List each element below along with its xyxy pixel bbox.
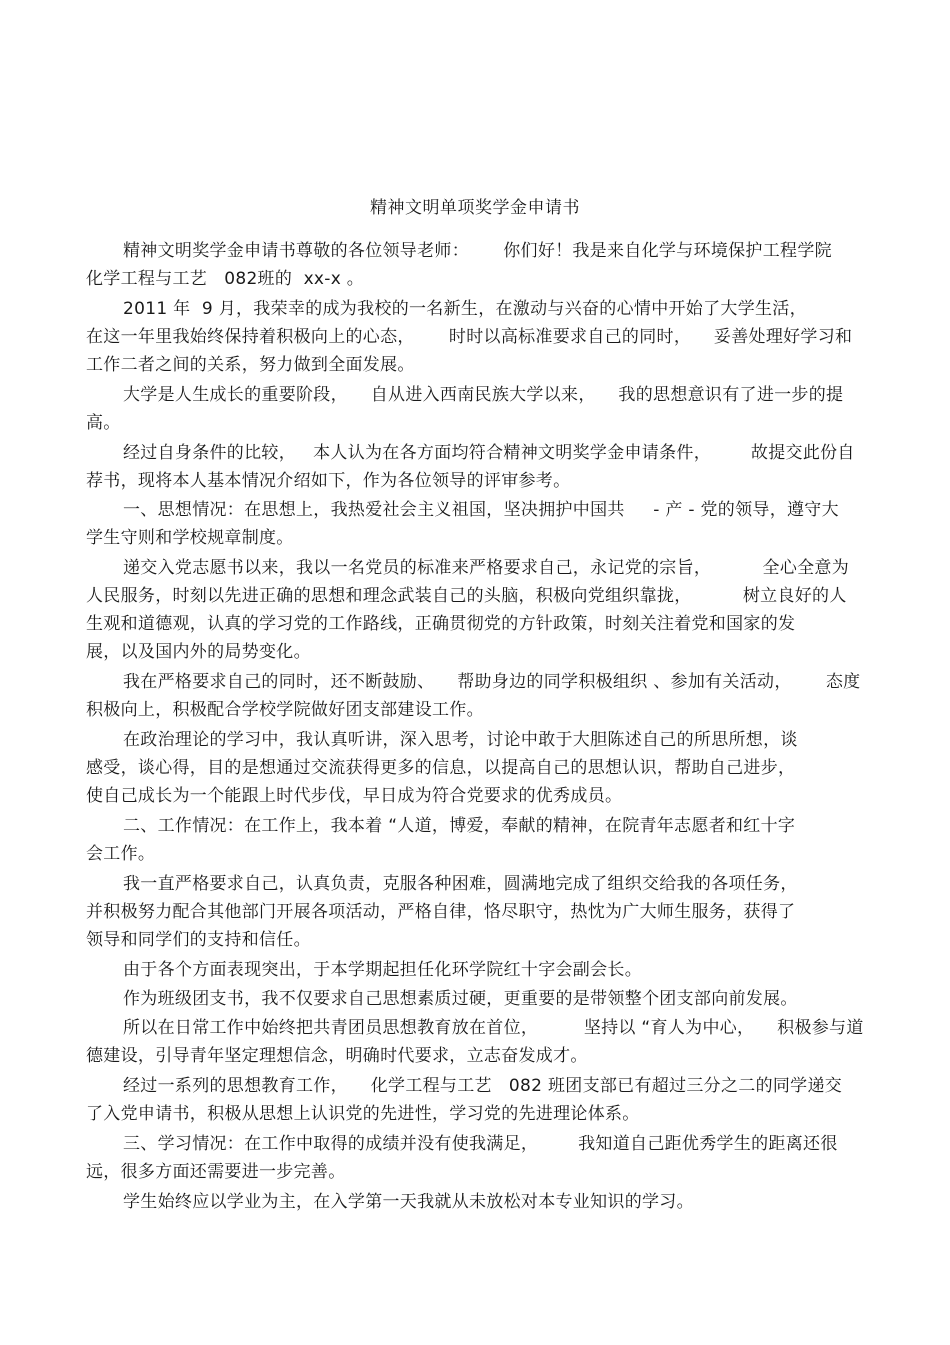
text-line: 人民服务，时刻以先进正确的思想和理念武装自己的头脑，积极向党组织靠拢， 树立良好的人 <box>86 586 847 606</box>
text-line: 一、思想情况：在思想上，我热爱社会主义祖国，坚决拥护中国共 - 产 - 党的领导，遵守大 <box>123 500 839 520</box>
text-line: 作为班级团支书，我不仅要求自己思想素质过硬，更重要的是带领整个团支部向前发展。 <box>123 989 798 1009</box>
text-line: 三、学习情况：在工作中取得的成绩并没有使我满足， 我知道自己距优秀学生的距离还很 <box>123 1134 838 1154</box>
text-line: 二、工作情况：在工作上，我本着 “人道，博爱，奉献的精神，在院青年志愿者和红十字 <box>123 816 796 836</box>
text-line: 领导和同学们的支持和信任。 <box>86 930 311 950</box>
text-line: 远，很多方面还需要进一步完善。 <box>86 1162 346 1182</box>
text-line: 学生守则和学校规章制度。 <box>86 528 294 548</box>
text-line: 会工作。 <box>86 844 156 864</box>
text-line: 展，以及国内外的局势变化。 <box>86 642 311 662</box>
text-line: 德建设，引导青年坚定理想信念，明确时代要求，立志奋发成才。 <box>86 1046 588 1066</box>
text-line: 2011 年 9 月，我荣幸的成为我校的一名新生，在激动与兴奋的心情中开始了大学生活， <box>123 299 807 319</box>
text-line: 荐书，现将本人基本情况介绍如下，作为各位领导的评审参考。 <box>86 471 571 491</box>
document-title: 精神文明单项奖学金申请书 <box>370 198 580 218</box>
text-line: 由于各个方面表现突出，于本学期起担任化环学院红十字会副会长。 <box>123 960 642 980</box>
text-line: 所以在日常工作中始终把共青团员思想教育放在首位， 坚持以 “育人为中心， 积极参与道 <box>123 1018 864 1038</box>
text-line: 我一直严格要求自己，认真负责，克服各种困难，圆满地完成了组织交给我的各项任务， <box>123 874 798 894</box>
text-line: 我在严格要求自己的同时，还不断鼓励、 帮助身边的同学积极组织 、参加有关活动， 态度 <box>123 672 861 692</box>
text-line: 在政治理论的学习中，我认真听讲，深入思考，讨论中敢于大胆陈述自己的所思所想，谈 <box>123 730 798 750</box>
text-line: 化学工程与工艺 082班的 xx-x 。 <box>86 269 365 289</box>
text-line: 高。 <box>86 413 121 433</box>
text-line: 工作二者之间的关系，努力做到全面发展。 <box>86 355 415 375</box>
text-line: 积极向上，积极配合学校学院做好团支部建设工作。 <box>86 700 484 720</box>
text-line: 大学是人生成长的重要阶段， 自从进入西南民族大学以来， 我的思想意识有了进一步的提 <box>123 385 844 405</box>
text-line: 并积极努力配合其他部门开展各项活动，严格自律，恪尽职守，热忱为广大师生服务，获得了 <box>86 902 796 922</box>
text-line: 递交入党志愿书以来，我以一名党员的标准来严格要求自己，永记党的宗旨， 全心全意为 <box>123 558 850 578</box>
text-line: 经过一系列的思想教育工作， 化学工程与工艺 082 班团支部已有超过三分之二的同学递交 <box>123 1076 843 1096</box>
text-line: 学生始终应以学业为主，在入学第一天我就从未放松对本专业知识的学习。 <box>123 1192 694 1212</box>
text-line: 了入党申请书，积极从思想上认识党的先进性，学习党的先进理论体系。 <box>86 1104 640 1124</box>
text-line: 感受，谈心得，目的是想通过交流获得更多的信息，以提高自己的思想认识，帮助自己进步， <box>86 758 796 778</box>
text-line: 经过自身条件的比较， 本人认为在各方面均符合精神文明奖学金申请条件， 故提交此份自 <box>123 443 855 463</box>
text-line: 在这一年里我始终保持着积极向上的心态， 时时以高标准要求自己的同时， 妥善处理好学习和 <box>86 327 853 347</box>
text-line: 使自己成长为一个能跟上时代步伐，早日成为符合党要求的优秀成员。 <box>86 786 623 806</box>
text-line: 精神文明奖学金申请书尊敬的各位领导老师： 你们好！我是来自化学与环境保护工程学院 <box>123 241 832 261</box>
text-line: 生观和道德观，认真的学习党的工作路线，正确贯彻党的方针政策，时刻关注着党和国家的发 <box>86 614 796 634</box>
